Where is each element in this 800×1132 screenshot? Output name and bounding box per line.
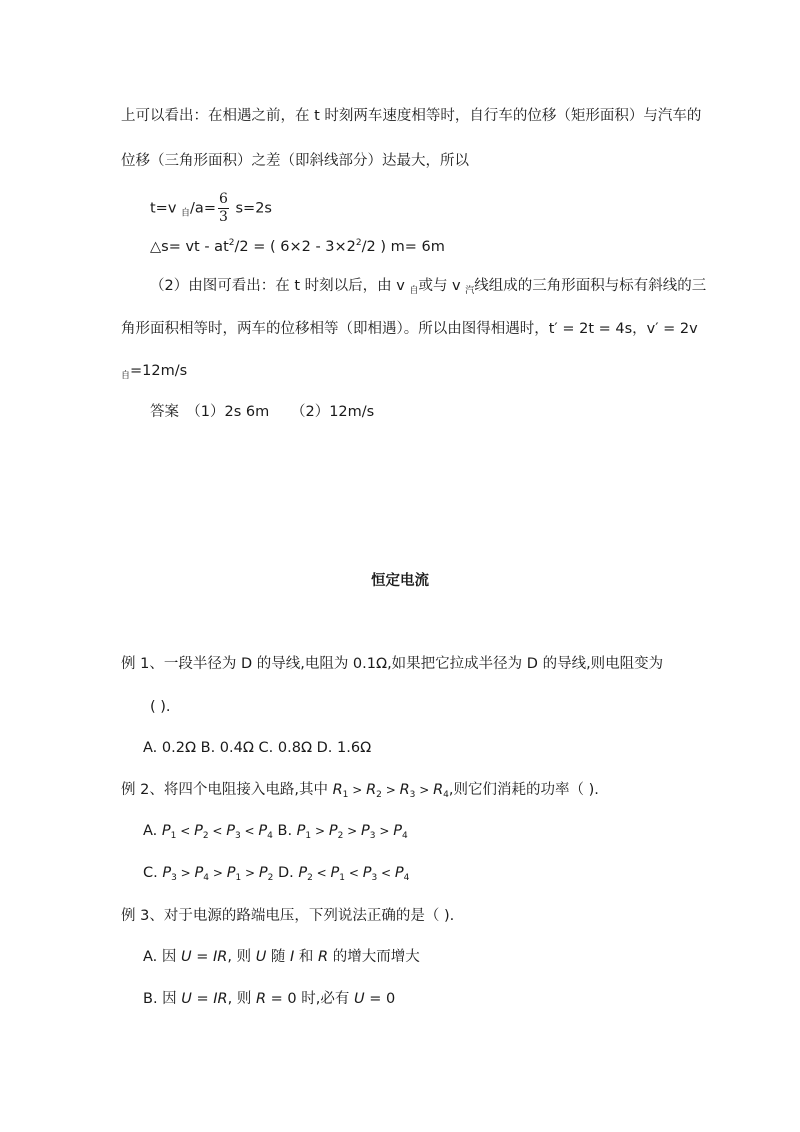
variable-symbol: R <box>433 782 444 798</box>
variable-symbol: P <box>258 865 268 881</box>
variable-subscript: 3 <box>171 873 177 883</box>
relation-operator: > <box>311 824 329 838</box>
variable-symbol: P <box>296 823 306 839</box>
variable-subscript: 4 <box>403 873 410 883</box>
variable-symbol: P <box>194 823 203 839</box>
variable-subscript: 3 <box>409 790 416 800</box>
variable-symbol: P <box>226 865 236 881</box>
variable-subscript: 2 <box>267 873 274 883</box>
variable-symbol: P <box>361 823 370 839</box>
variable-subscript: 4 <box>443 790 449 800</box>
relation-operator: < <box>312 866 331 880</box>
variable-subscript: 2 <box>337 831 344 841</box>
relation-operator: < <box>377 866 395 880</box>
example-3-option-b: B. 因 U = IR, 则 R = 0 时,必有 U = 0 <box>143 991 396 1007</box>
variable-symbol: P <box>393 823 402 839</box>
example-2-options-ab: A. $P_1 < P_2 < P_3 < P_4$ B. $P_1 > P_2 > P_3 > P_4$ <box>143 823 408 841</box>
relation-operator: < <box>208 824 227 838</box>
example-3-stem: 例 3、对于电源的路端电压，下列说法正确的是（ ). <box>121 908 455 924</box>
variable-symbol: P <box>258 823 268 839</box>
variable-subscript: 1 <box>339 873 345 883</box>
paragraph-line: $_自$=12m/s <box>121 363 188 381</box>
relation-operator: > <box>241 866 259 880</box>
variable-symbol: R <box>332 782 343 798</box>
resistance-relation <box>333 782 449 798</box>
variable-subscript: 1 <box>170 831 177 841</box>
variable-symbol: R <box>399 782 410 798</box>
paragraph-line: （2）由图可看出：在 t 时刻以后，由 v $_自$或与 v $_汽$线组成的三角形面积与标有斜线的三 <box>150 278 707 296</box>
variable-symbol: R <box>366 782 377 798</box>
variable-symbol: P <box>226 823 235 839</box>
variable-subscript: 4 <box>401 831 408 841</box>
answer-line: 答案 （1）2s 6m （2）12m/s <box>150 404 375 420</box>
paragraph-line: 位移（三角形面积）之差（即斜线部分）达最大，所以 <box>121 153 469 169</box>
example-2-stem: 例 2、将四个电阻接入电路,其中 $R_1 > R_2 > R_3 > R_4$,则它们消耗的功率（ ). <box>121 782 599 800</box>
fraction: $\frac{6}{3}$ <box>218 191 228 225</box>
variable-subscript: 4 <box>203 873 209 883</box>
example-1-options: A. 0.2Ω B. 0.4Ω C. 0.8Ω D. 1.6Ω <box>143 740 372 756</box>
paragraph-line: 角形面积相等时，两车的位移相等（即相遇）。所以由图得相遇时，t′ = 2t = 4s，v′ = 2v <box>121 321 698 337</box>
relation-operator: > <box>348 783 367 797</box>
example-2-options-cd: C. $P_3 > P_4 > P_1 > P_2$ D. $P_2 < P_1 < P_3 < P_4$ <box>143 865 410 883</box>
variable-subscript: 1 <box>342 790 349 800</box>
variable-symbol: P <box>362 865 372 881</box>
variable-symbol: P <box>161 823 171 839</box>
relation-operator: > <box>176 866 195 880</box>
variable-symbol: P <box>194 865 204 881</box>
variable-subscript: 2 <box>202 831 209 841</box>
option-b-relation <box>297 823 408 839</box>
variable-subscript: 4 <box>267 831 273 841</box>
example-3-option-a: A. 因 U = IR, 则 U 随 I 和 R 的增大而增大 <box>143 949 420 965</box>
variable-subscript: 1 <box>235 873 242 883</box>
option-c-relation <box>162 865 273 881</box>
variable-symbol: P <box>330 865 340 881</box>
relation-operator: < <box>345 866 363 880</box>
option-a-relation <box>162 823 273 839</box>
variable-subscript: 2 <box>307 873 313 883</box>
variable-symbol: P <box>394 865 404 881</box>
variable-symbol: P <box>328 823 338 839</box>
relation-operator: > <box>343 824 362 838</box>
example-1-blank: ( ). <box>150 699 171 715</box>
variable-subscript: 3 <box>234 831 241 841</box>
variable-symbol: P <box>162 865 172 881</box>
variable-subscript: 3 <box>369 831 376 841</box>
relation-operator: > <box>381 783 400 797</box>
relation-operator: > <box>375 824 394 838</box>
equation-displacement: △s= vt - $at^2/2$ = ( $6\times 2 - 3\times 2^2/2$ ) m= 6m <box>150 238 445 255</box>
relation-operator: > <box>209 866 227 880</box>
variable-subscript: 1 <box>305 831 312 841</box>
section-title: 恒定电流 <box>371 573 429 589</box>
relation-operator: > <box>415 783 434 797</box>
equation-time: t=v $_自$/a= $\frac{6}{3}$ s=2s <box>150 191 272 225</box>
variable-symbol: P <box>298 865 308 881</box>
paragraph-line: 上可以看出：在相遇之前，在 t 时刻两车速度相等时，自行车的位移（矩形面积）与汽车的 <box>121 108 702 124</box>
example-1-stem: 例 1、一段半径为 D 的导线,电阻为 0.1Ω,如果把它拉成半径为 D 的导线,则电阻变为 <box>121 656 664 672</box>
variable-subscript: 2 <box>376 790 382 800</box>
option-d-relation <box>298 865 409 881</box>
relation-operator: < <box>176 824 195 838</box>
variable-subscript: 3 <box>371 873 378 883</box>
relation-operator: < <box>240 824 259 838</box>
